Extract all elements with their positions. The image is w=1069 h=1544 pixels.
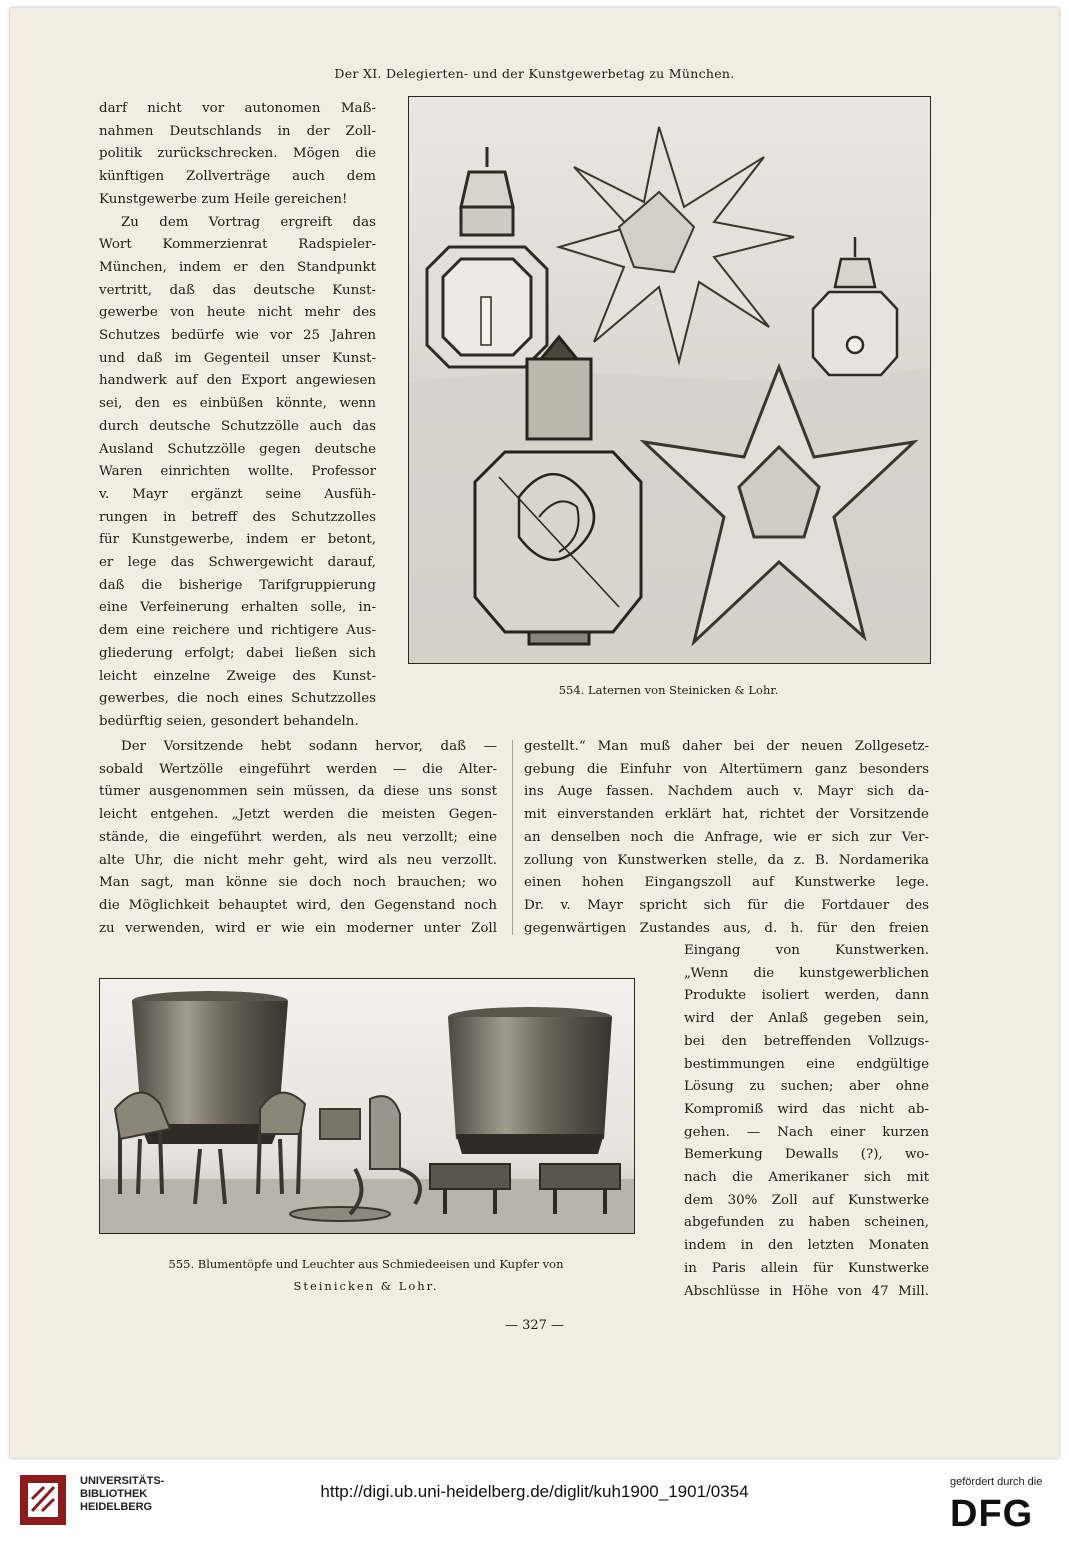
text-line: handwerk auf den Export angewiesen bbox=[99, 373, 376, 389]
dfg-logo: DFG bbox=[950, 1493, 1034, 1535]
figure-555-flowerpots-photo bbox=[99, 978, 635, 1234]
text-line: dem eine reichere und richtigere Aus- bbox=[99, 623, 376, 639]
text-line: nahmen Deutschlands in der Zoll- bbox=[99, 123, 376, 139]
page-number: — 327 — bbox=[504, 1318, 565, 1333]
text-line: Produkte isoliert werden, dann bbox=[684, 988, 929, 1004]
lanterns-illustration bbox=[409, 97, 930, 663]
text-line: München, indem er den Standpunkt bbox=[99, 259, 376, 275]
figure-555-caption-line-1: 555. Blumentöpfe und Leuchter aus Schmiedeeisen und Kupfer von bbox=[168, 1257, 564, 1271]
text-line: einen hohen Eingangszoll auf Kunstwerke lege. bbox=[524, 875, 929, 891]
text-line: „Wenn die kunstgewerblichen bbox=[684, 965, 929, 981]
text-line: tümer ausgenommen sein müssen, da diese uns sonst bbox=[99, 784, 497, 800]
text-line: Der Vorsitzende hebt sodann hervor, daß — bbox=[121, 739, 497, 754]
text-line: durch deutsche Schutzzölle auch das bbox=[99, 418, 376, 434]
text-line: wird der Anlaß gegeben sein, bbox=[684, 1011, 929, 1027]
text-line: Man sagt, man könne sie doch noch brauchen; wo bbox=[99, 875, 497, 891]
text-line: gebung die Einfuhr von Altertümern ganz besonders bbox=[524, 761, 929, 777]
text-column-left-middle bbox=[99, 736, 497, 940]
text-line: bedürftig seien, gesondert behandeln. bbox=[99, 713, 359, 729]
text-line: Abschlüsse in Höhe von 47 Mill. bbox=[684, 1283, 929, 1299]
text-line: gewerbe von heute nicht mehr des bbox=[99, 305, 376, 321]
text-line: sobald Wertzölle eingeführt werden — die Alter- bbox=[99, 761, 497, 777]
text-line: sei, den es einbüßen könnte, wenn bbox=[99, 396, 376, 412]
text-line: zollung von Kunstwerken stelle, da z. B. Nordamerika bbox=[524, 852, 929, 868]
funding-label: gefördert durch die bbox=[950, 1476, 1043, 1488]
text-line: und daß im Gegenteil unser Kunst- bbox=[99, 350, 376, 366]
text-column-right-lower bbox=[684, 940, 929, 1303]
text-line: Wort Kommerzienrat Radspieler- bbox=[99, 237, 376, 253]
text-line: gewerbes, die noch eines Schutzzolles bbox=[99, 691, 376, 707]
text-line: Lösung zu suchen; aber ohne bbox=[684, 1079, 929, 1095]
library-line: BIBLIOTHEK bbox=[80, 1488, 148, 1500]
text-line: leicht einzelne Zweige des Kunst- bbox=[99, 668, 376, 684]
text-line: indem in den letzten Monaten bbox=[684, 1238, 929, 1254]
text-line: ins Auge fassen. Nachdem auch v. Mayr sich da- bbox=[524, 784, 929, 800]
library-line: HEIDELBERG bbox=[80, 1501, 153, 1513]
text-line: Kompromiß wird das nicht ab- bbox=[684, 1101, 929, 1117]
text-line: gegenwärtigen Zustandes aus, d. h. für den freien bbox=[524, 920, 929, 936]
text-line: Kunstgewerbe zum Heile gereichen! bbox=[99, 191, 348, 207]
figure-554-caption: 554. Laternen von Steinicken & Lohr. bbox=[558, 683, 779, 697]
text-column-right-middle bbox=[524, 736, 929, 940]
text-line: Zu dem Vortrag ergreift das bbox=[121, 214, 376, 230]
column-divider bbox=[512, 740, 513, 935]
text-line: bestimmungen eine endgültige bbox=[684, 1056, 929, 1072]
text-line: Schutzes bedürfe wie vor 25 Jahren bbox=[99, 328, 376, 344]
text-line: eine Verfeinerung erhalten solle, in- bbox=[99, 600, 376, 616]
text-line: gliederung erfolgt; dabei ließen sich bbox=[99, 645, 376, 661]
figure-554-lanterns-photo bbox=[408, 96, 931, 664]
text-line: Waren einrichten wollte. Professor bbox=[99, 464, 376, 480]
text-line: stände, die eingeführt werden, als neu verzollt; eine bbox=[99, 829, 497, 845]
figure-555-caption-line-2: Steinicken & Lohr. bbox=[293, 1279, 439, 1293]
text-line: zu verwenden, wird er wie ein moderner unter Zoll bbox=[99, 920, 497, 936]
text-line: die Möglichkeit behauptet wird, den Gegenstand noch bbox=[99, 897, 497, 913]
source-url-link[interactable]: http://digi.ub.uni-heidelberg.de/diglit/kuh1900_1901/0354 bbox=[320, 1482, 749, 1501]
text-line: gestellt.“ Man muß daher bei der neuen Zollgesetz- bbox=[524, 739, 929, 754]
text-line: künftigen Zollverträge auch dem bbox=[99, 169, 376, 185]
text-line: Eingang von Kunstwerken. bbox=[684, 943, 929, 958]
library-line: UNIVERSITÄTS- bbox=[80, 1475, 165, 1487]
text-line: bei den betreffenden Vollzugs- bbox=[684, 1033, 929, 1049]
text-line: abgefunden zu haben scheinen, bbox=[684, 1215, 929, 1231]
text-column-left-top bbox=[99, 98, 376, 734]
text-line: v. Mayr ergänzt seine Ausfüh- bbox=[99, 486, 376, 502]
text-line: mit einverstanden erklärt hat, richtet der Vorsitzende bbox=[524, 807, 929, 823]
text-line: an denselben noch die Anfrage, wie er sich zur Ver- bbox=[524, 829, 929, 845]
text-line: vertritt, daß das deutsche Kunst- bbox=[99, 282, 376, 298]
text-line: daß die bisherige Tarifgruppierung bbox=[99, 577, 376, 593]
text-line: politik zurückschrecken. Mögen die bbox=[99, 146, 376, 162]
text-line: darf nicht vor autonomen Maß- bbox=[99, 101, 376, 116]
text-line: Bemerkung Dewalls (?), wo- bbox=[684, 1147, 929, 1163]
text-line: für Kunstgewerbe, indem er betont, bbox=[99, 532, 376, 548]
text-line: alte Uhr, die nicht mehr geht, wird als neu verzollt. bbox=[99, 852, 497, 868]
flowerpots-illustration bbox=[100, 979, 634, 1233]
text-line: leicht entgehen. „Jetzt werden die meisten Gegen- bbox=[99, 807, 497, 823]
text-line: in Paris allein für Kunstwerke bbox=[684, 1260, 929, 1276]
text-line: Ausland Schutzzölle gegen deutsche bbox=[99, 441, 376, 457]
text-line: er lege das Schwergewicht darauf, bbox=[99, 555, 376, 571]
text-line: dem 30% Zoll auf Kunstwerke bbox=[684, 1192, 929, 1208]
running-head: Der XI. Delegierten- und der Kunstgewerbetag zu München. bbox=[334, 66, 735, 81]
text-line: rungen in betreff des Schutzzolles bbox=[99, 509, 376, 525]
text-line: Dr. v. Mayr spricht sich für die Fortdauer des bbox=[524, 897, 929, 913]
text-line: gehen. — Nach einer kurzen bbox=[684, 1124, 929, 1140]
text-line: nach die Amerikaner sich mit bbox=[684, 1170, 929, 1186]
